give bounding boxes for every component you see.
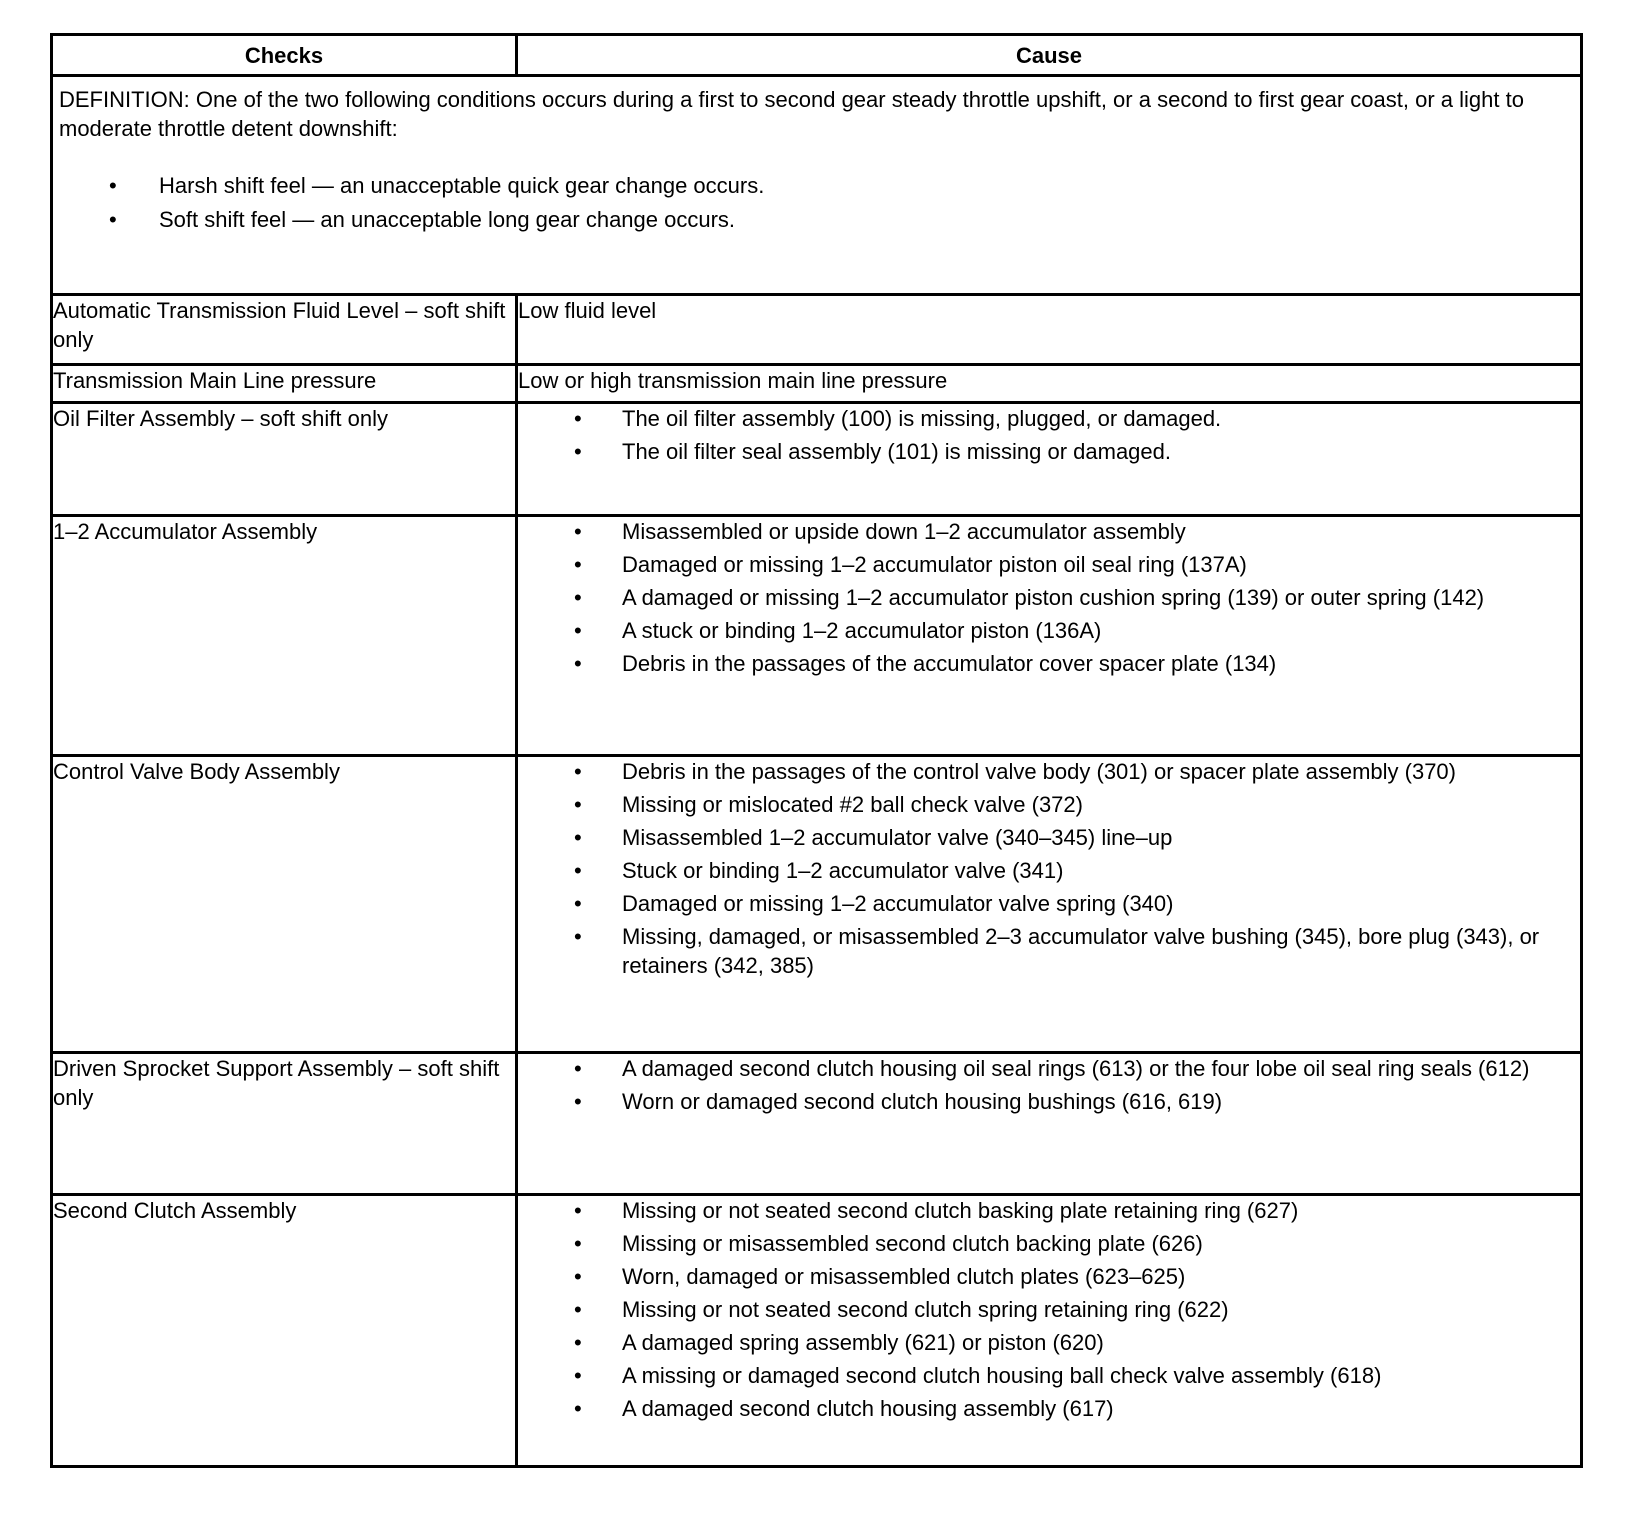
cause-item: • The oil filter seal assembly (101) is missing or damaged. xyxy=(518,437,1580,466)
cause-list xyxy=(518,1196,1580,1423)
cause-item: • A damaged or missing 1–2 accumulator piston cushion spring (139) or outer spring (142) xyxy=(518,583,1580,612)
check-cell: Transmission Main Line pressure xyxy=(52,365,517,403)
cause-cell xyxy=(517,403,1582,516)
cause-cell xyxy=(517,1195,1582,1467)
cause-item: • Worn, damaged or misassembled clutch plates (623–625) xyxy=(518,1262,1580,1291)
definition-row xyxy=(52,76,1582,295)
cause-item: • Missing or misassembled second clutch backing plate (626) xyxy=(518,1229,1580,1258)
definition-text: DEFINITION: One of the two following conditions occurs during a first to second gear steady throttle upshift, or a second to first gear coast, or a light to moderate throttle detent downshift: xyxy=(59,87,1524,141)
cause-list xyxy=(518,757,1580,980)
header-row xyxy=(52,35,1582,76)
cause-item: • Missing or not seated second clutch spring retaining ring (622) xyxy=(518,1295,1580,1324)
table-row xyxy=(52,1195,1582,1467)
cause-item: • Debris in the passages of the control valve body (301) or spacer plate assembly (370) xyxy=(518,757,1580,786)
table-row xyxy=(52,365,1582,403)
cause-item: • Worn or damaged second clutch housing bushings (616, 619) xyxy=(518,1087,1580,1116)
definition-cell xyxy=(52,76,1582,295)
definition-bullet-soft: • Soft shift feel — an unacceptable long gear change occurs. xyxy=(59,205,1574,234)
definition-bullets xyxy=(59,171,1574,234)
cause-item: • Misassembled 1–2 accumulator valve (340–345) line–up xyxy=(518,823,1580,852)
cause-cell xyxy=(517,516,1582,756)
cause-item: • A damaged second clutch housing oil seal rings (613) or the four lobe oil seal ring seals (612) xyxy=(518,1054,1580,1083)
cause-item: • Misassembled or upside down 1–2 accumulator assembly xyxy=(518,517,1580,546)
cause-item: • A missing or damaged second clutch housing ball check valve assembly (618) xyxy=(518,1361,1580,1390)
check-cell: Control Valve Body Assembly xyxy=(52,756,517,1053)
definition-bullet-harsh: • Harsh shift feel — an unacceptable quick gear change occurs. xyxy=(59,171,1574,200)
cause-cell xyxy=(517,1053,1582,1195)
cause-list xyxy=(518,404,1580,466)
cause-item: • Missing, damaged, or misassembled 2–3 accumulator valve bushing (345), bore plug (343), or retainers (342, 385) xyxy=(518,922,1580,980)
table-row xyxy=(52,403,1582,516)
diagnostic-table xyxy=(50,33,1583,1468)
cause-item: • Debris in the passages of the accumulator cover spacer plate (134) xyxy=(518,649,1580,678)
cause-item: • Missing or not seated second clutch basking plate retaining ring (627) xyxy=(518,1196,1580,1225)
check-cell: 1–2 Accumulator Assembly xyxy=(52,516,517,756)
cause-list xyxy=(518,517,1580,678)
cause-item: • Stuck or binding 1–2 accumulator valve (341) xyxy=(518,856,1580,885)
table-row xyxy=(52,756,1582,1053)
check-cell: Second Clutch Assembly xyxy=(52,1195,517,1467)
table-row xyxy=(52,295,1582,365)
cause-item: • A damaged spring assembly (621) or piston (620) xyxy=(518,1328,1580,1357)
cause-cell: Low or high transmission main line pressure xyxy=(517,365,1582,403)
check-cell: Oil Filter Assembly – soft shift only xyxy=(52,403,517,516)
cause-item: • Missing or mislocated #2 ball check valve (372) xyxy=(518,790,1580,819)
check-cell: Driven Sprocket Support Assembly – soft shift only xyxy=(52,1053,517,1195)
cause-item: • A damaged second clutch housing assembly (617) xyxy=(518,1394,1580,1423)
cause-item: • Damaged or missing 1–2 accumulator piston oil seal ring (137A) xyxy=(518,550,1580,579)
cause-list xyxy=(518,1054,1580,1116)
table-row xyxy=(52,1053,1582,1195)
cause-cell xyxy=(517,756,1582,1053)
cause-item: • The oil filter assembly (100) is missing, plugged, or damaged. xyxy=(518,404,1580,433)
cause-item: • A stuck or binding 1–2 accumulator piston (136A) xyxy=(518,616,1580,645)
cause-item: • Damaged or missing 1–2 accumulator valve spring (340) xyxy=(518,889,1580,918)
check-cell: Automatic Transmission Fluid Level – soft shift only xyxy=(52,295,517,365)
cause-cell: Low fluid level xyxy=(517,295,1582,365)
table-row xyxy=(52,516,1582,756)
checks-header: Checks xyxy=(52,35,517,76)
cause-header: Cause xyxy=(517,35,1582,76)
